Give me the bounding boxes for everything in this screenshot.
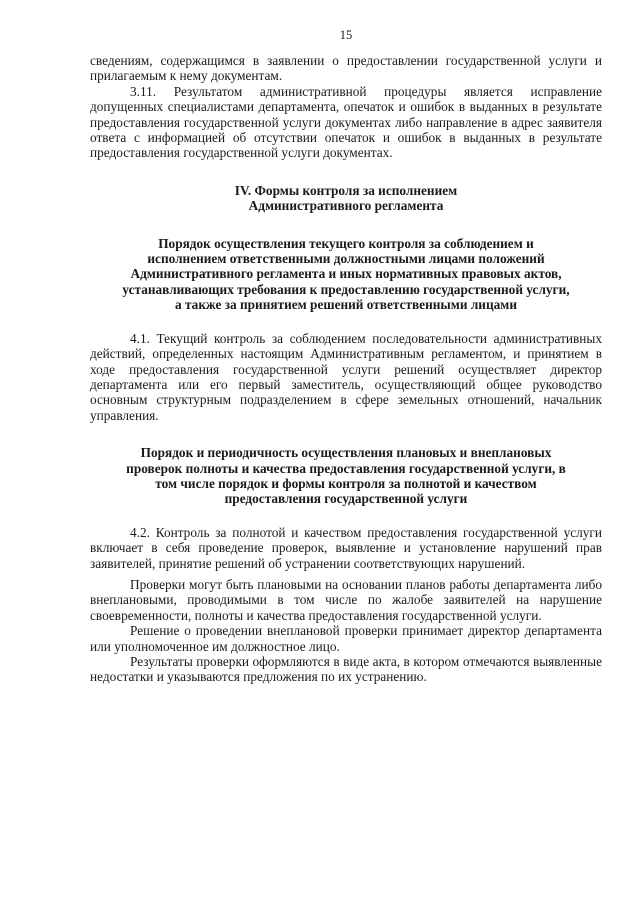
page-number: 15 [339, 28, 353, 42]
subheading-line: том числе порядок и формы контроля за полнотой и качеством [155, 475, 537, 491]
paragraph-3-11: 3.11. Результатом административной процедуры является исправление допущенных специалистами департамента, опечаток и ошибок в выданных в результате предоставления государственной услуги документах либо направление в адрес заявителя ответа с информацией об отсутствии опечаток и ошибок в выданных в результате предоставления государственной услуги документах. [90, 83, 602, 161]
paragraph-continuation: сведениям, содержащимся в заявлении о предоставлении государственной услуги и прилагаемым к нему документам. [90, 53, 602, 84]
subheading-line: Порядок осуществления текущего контроля за соблюдением и [158, 235, 534, 251]
subheading-line: Административного регламента и иных нормативных правовых актов, [130, 266, 562, 282]
section-heading-line: IV. Формы контроля за исполнением [234, 182, 458, 198]
subheading-current-control [90, 236, 602, 313]
section-heading-line: Административного регламента [248, 198, 444, 214]
subheading-line: а также за принятием решений ответственными лицами [175, 297, 517, 313]
subheading-line: предоставления государственной услуги [224, 491, 468, 507]
paragraph-inspection-results: Результаты проверки оформляются в виде акта, в котором отмечаются выявленные недостатки и указываются предложения по их устранению. [90, 654, 602, 685]
paragraph-4-1: 4.1. Текущий контроль за соблюдением последовательности административных действий, определенных настоящим Административным регламентом, и принятием в ходе предоставления государственной услуги решений осуществляет директор департамента или его первый заместитель, осуществляющий общее руководство основным структурным подразделением в сфере земельных отношений, начальник управления. [90, 330, 602, 423]
paragraph-unscheduled-decision: Решение о проведении внеплановой проверки принимает директор департамента или уполномоченное им должностное лицо. [90, 623, 602, 654]
subheading-line: проверок полноты и качества предоставления государственной услуги, в [126, 460, 566, 476]
paragraph-4-2: 4.2. Контроль за полнотой и качеством предоставления государственной услуги включает в себя проведение проверок, выявление и установление нарушений прав заявителей, принятие решений об устранении соответствующих нарушений. [90, 524, 602, 571]
subheading-inspections [90, 445, 602, 507]
subheading-line: исполнением ответственными должностными лицами положений [147, 251, 545, 267]
section-heading-iv [90, 183, 602, 214]
paragraph-inspection-types: Проверки могут быть плановыми на основании планов работы департамента либо внеплановыми, проводимыми в том числе по жалобе заявителей на нарушение своевременности, полноты и качества предоставления государственной услуги. [90, 576, 602, 623]
subheading-line: устанавливающих требования к предоставлению государственной услуги, [122, 281, 570, 297]
subheading-line: Порядок и периодичность осуществления плановых и внеплановых [140, 445, 552, 461]
